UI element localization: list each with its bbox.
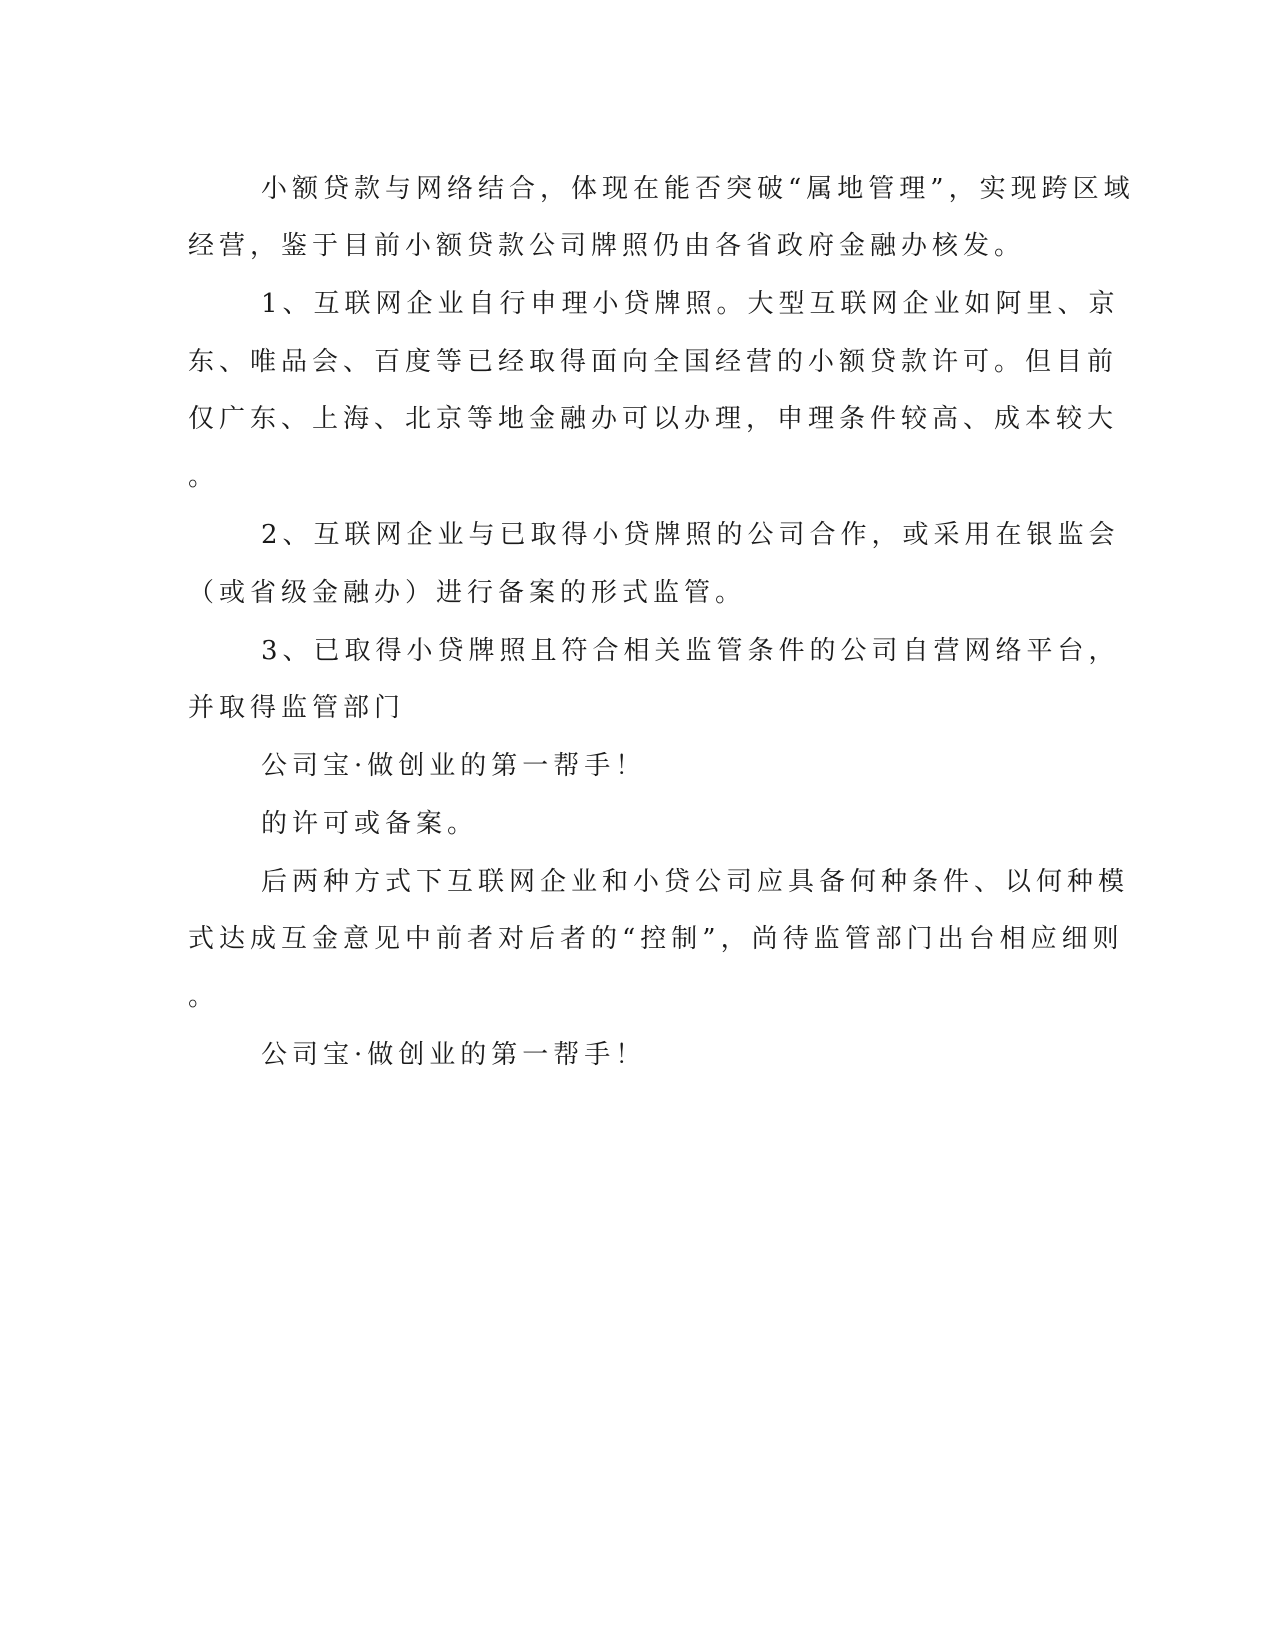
item-3-line-3: 的许可或备案。	[261, 809, 479, 839]
item-1-line-3: 仅广东、上海、北京等地金融办可以办理，申理条件较高、成本较大	[188, 404, 1119, 434]
slogan-line-1: 公司宝·做创业的第一帮手！	[261, 751, 647, 781]
paragraph-2-line-2: 式达成互金意见中前者对后者的“控制”，尚待监管部门出台相应细则	[188, 924, 1124, 954]
paragraph-2-line-3: 。	[188, 982, 220, 1012]
item-1-line-2: 东、唯品会、百度等已经取得面向全国经营的小额贷款许可。但目前	[188, 347, 1119, 377]
item-2-line-1: 2、互联网企业与已取得小贷牌照的公司合作，或采用在银监会	[261, 520, 1120, 550]
item-3-line-1: 3、已取得小贷牌照且符合相关监管条件的公司自营网络平台，	[261, 636, 1120, 666]
paragraph-2-line-1: 后两种方式下互联网企业和小贷公司应具备何种条件、以何种模	[261, 867, 1130, 897]
paragraph-1-line-2: 经营，鉴于目前小额贷款公司牌照仍由各省政府金融办核发。	[188, 231, 1026, 261]
item-1-line-4: 。	[188, 462, 220, 492]
item-1-line-1: 1、互联网企业自行申理小贷牌照。大型互联网企业如阿里、京	[261, 289, 1120, 319]
item-3-line-2: 并取得监管部门	[188, 693, 406, 723]
paragraph-1-line-1: 小额贷款与网络结合，体现在能否突破“属地管理”，实现跨区域	[261, 174, 1135, 204]
item-2-line-2: （或省级金融办）进行备案的形式监管。	[188, 578, 747, 608]
slogan-line-2: 公司宝·做创业的第一帮手！	[261, 1040, 647, 1070]
